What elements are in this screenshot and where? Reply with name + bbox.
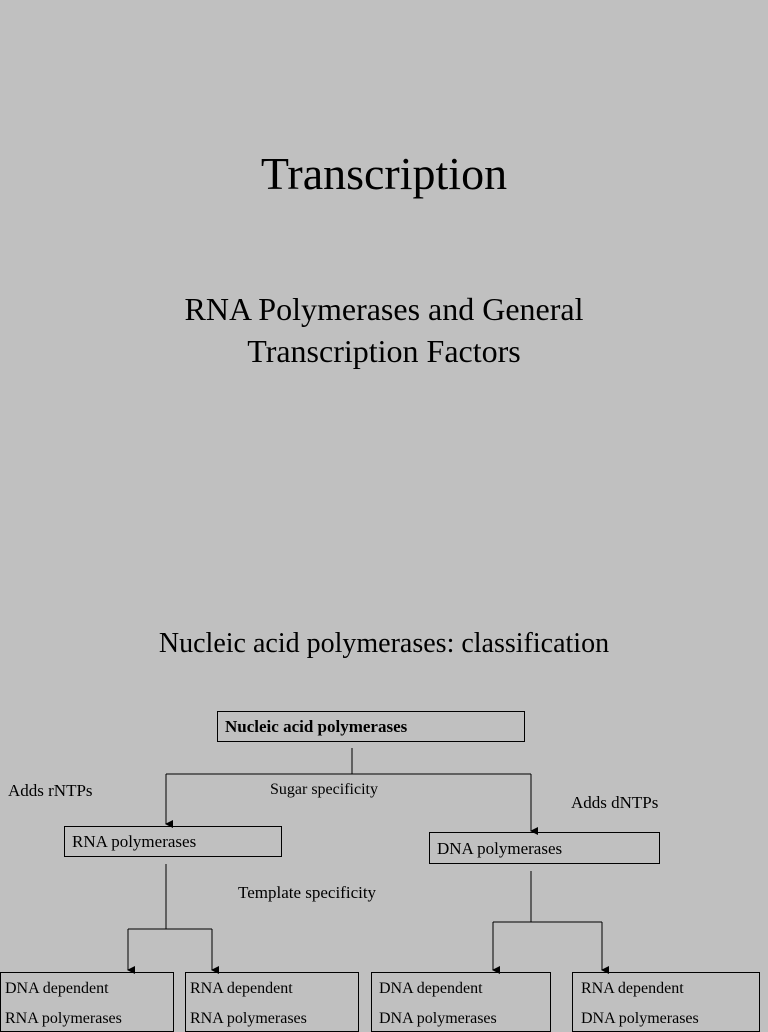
- classification-heading: Nucleic acid polymerases: classification: [158, 628, 610, 659]
- slide-title: Transcription: [260, 148, 508, 199]
- template-specificity-label: Template specificity: [238, 883, 377, 902]
- adds-dntps-label: Adds dNTPs: [571, 793, 659, 812]
- leaf-box-dna-dependent-rna-polymerases: [0, 972, 174, 1032]
- leaf-4-line-1: RNA dependent: [581, 980, 684, 997]
- leaf-1-line-2: RNA polymerases: [5, 1010, 122, 1027]
- leaf-3-line-1: DNA dependent: [379, 980, 483, 997]
- adds-rntps-label: Adds rNTPs: [8, 781, 93, 800]
- dna-polymerases-box: DNA polymerases: [429, 832, 660, 864]
- slide-subtitle: [0, 288, 768, 372]
- leaf-1-line-1: DNA dependent: [5, 980, 109, 997]
- subtitle-line-1: RNA Polymerases and General: [184, 291, 584, 327]
- root-node-box: Nucleic acid polymerases: [217, 711, 525, 742]
- sugar-specificity-label: Sugar specificity: [270, 781, 378, 798]
- leaf-4-line-2: DNA polymerases: [581, 1010, 699, 1027]
- rna-polymerases-box: RNA polymerases: [64, 826, 282, 857]
- leaf-2-line-2: RNA polymerases: [190, 1010, 307, 1027]
- leaf-2-line-1: RNA dependent: [190, 980, 293, 997]
- leaf-box-rna-dependent-rna-polymerases: [185, 972, 359, 1032]
- leaf-box-dna-dependent-dna-polymerases: [371, 972, 551, 1032]
- leaf-3-line-2: DNA polymerases: [379, 1010, 497, 1027]
- leaf-box-rna-dependent-dna-polymerases: [572, 972, 760, 1032]
- subtitle-line-2: Transcription Factors: [247, 333, 521, 369]
